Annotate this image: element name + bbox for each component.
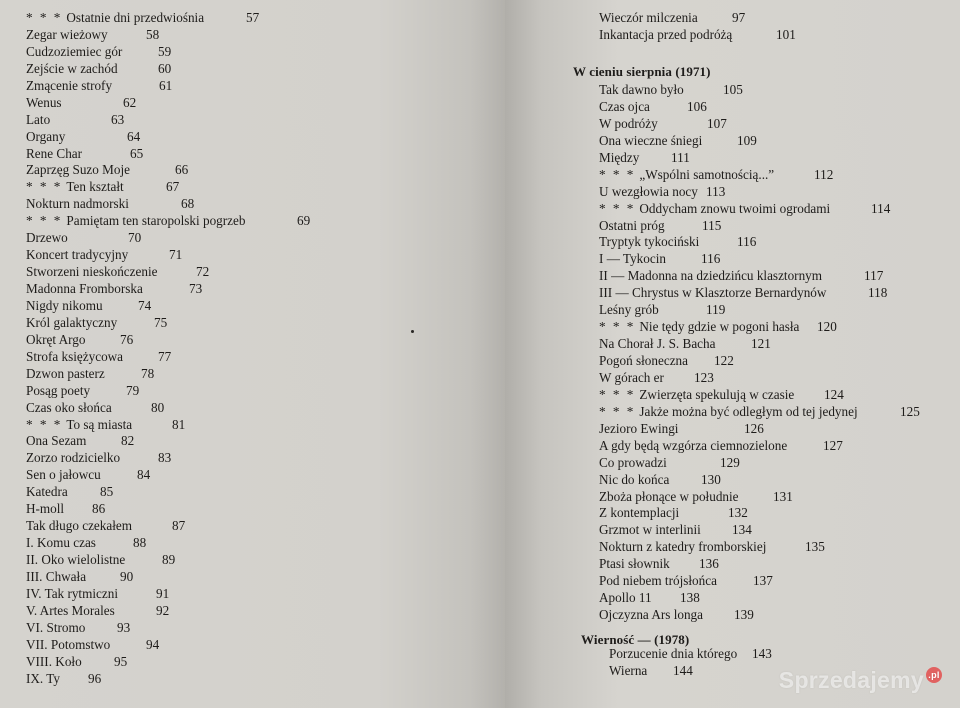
entry-page-number: 64 (127, 128, 141, 144)
entry-title: To są miasta (66, 416, 133, 432)
entry-page-number: 144 (673, 662, 693, 678)
left-toc-entry (26, 671, 245, 688)
entry-title: Nokturn z katedry fromborskiej (599, 539, 767, 555)
left-toc-entry (26, 179, 245, 196)
entry-page-number: 130 (701, 471, 721, 487)
section-title-wiernosc: Wierność — (1978) (581, 632, 690, 647)
entry-page-number: 60 (158, 60, 172, 76)
section1-toc-entry (599, 421, 858, 438)
entry-page-number: 115 (702, 217, 722, 233)
entry-title: U wezgłowia nocy (599, 183, 698, 199)
entry-page-number: 62 (123, 94, 137, 110)
section1-toc-entry (599, 116, 858, 133)
entry-page-number: 126 (744, 420, 764, 436)
section1-toc-entry (599, 184, 858, 201)
left-toc-entry (26, 298, 245, 315)
entry-page-number: 80 (151, 399, 165, 415)
asterism-marker: * * * (599, 386, 636, 402)
left-toc-entry (26, 264, 245, 281)
section1-toc-entry (599, 387, 858, 404)
left-toc-entry (26, 247, 245, 264)
entry-page-number: 77 (158, 348, 172, 364)
print-speck (411, 330, 414, 333)
entry-page-number: 138 (680, 590, 700, 606)
entry-title: Zegar wieżowy (26, 26, 108, 42)
entry-page-number: 122 (714, 353, 734, 368)
entry-page-number: 109 (737, 132, 757, 148)
left-toc-entry (26, 196, 245, 213)
entry-title: IV. Tak rytmiczni (26, 585, 118, 601)
entry-page-number: 69 (297, 213, 311, 229)
entry-page-number: 65 (130, 145, 144, 161)
entry-page-number: 105 (723, 82, 743, 97)
left-toc-entry (26, 400, 245, 417)
left-toc-entry (26, 569, 245, 586)
entry-title: Sen o jałowcu (26, 467, 101, 483)
asterism-marker: * * * (599, 166, 636, 182)
entry-title: Na Chorał J. S. Bacha (599, 336, 716, 352)
entry-page-number: 91 (156, 585, 170, 601)
left-toc-entry (26, 332, 245, 349)
entry-page-number: 118 (868, 285, 888, 301)
entry-title: Nie tędy gdzie w pogoni hasła (639, 319, 800, 335)
entry-title: Ostatnie dni przedwiośnia (66, 10, 205, 25)
left-toc-entry (26, 349, 245, 366)
entry-page-number: 136 (699, 556, 719, 572)
entry-title: Nigdy nikomu (26, 297, 103, 313)
entry-title: W górach er (599, 369, 664, 385)
entry-title: III. Chwała (26, 568, 87, 584)
entry-title: II. Oko wielolistne (26, 552, 126, 567)
entry-page-number: 83 (158, 450, 172, 466)
entry-title: Rene Char (26, 145, 83, 161)
left-toc-entry (26, 129, 245, 146)
entry-page-number: 114 (871, 200, 891, 216)
right-toc-entry (599, 26, 796, 44)
entry-page-number: 89 (162, 552, 176, 567)
entry-title: Madonna Fromborska (26, 281, 143, 296)
section1-toc-entry (599, 522, 858, 539)
entry-page-number: 131 (773, 488, 793, 504)
entry-page-number: 116 (737, 234, 757, 250)
entry-page-number: 67 (166, 179, 180, 195)
entry-title: Strofa księżycowa (26, 348, 124, 364)
right-toc-top-list (599, 10, 796, 44)
entry-title: VII. Potomstwo (26, 636, 111, 652)
entry-title: III — Chrystus w Klasztorze Bernardynów (599, 285, 827, 301)
section1-toc-entry (599, 150, 858, 167)
left-toc-entry (26, 112, 245, 129)
entry-title: Wenus (26, 94, 62, 110)
left-toc-entry (26, 146, 245, 163)
entry-title: V. Artes Morales (26, 602, 115, 618)
left-toc-entry (26, 383, 245, 400)
entry-title: Król galaktyczny (26, 314, 118, 330)
entry-page-number: 92 (156, 602, 170, 618)
left-toc-entry (26, 637, 245, 654)
entry-title: Zaprzęg Suzo Moje (26, 162, 130, 178)
left-toc-entry (26, 501, 245, 518)
entry-title: Wierna (609, 662, 648, 678)
entry-page-number: 72 (196, 264, 210, 280)
left-toc-entry (26, 10, 260, 27)
entry-title: Ten kształt (66, 179, 124, 195)
left-toc-entry (26, 78, 245, 95)
entry-page-number: 85 (100, 484, 114, 500)
entry-page-number: 82 (121, 433, 135, 449)
left-toc-entry (26, 213, 311, 230)
section1-toc-entry (599, 336, 858, 353)
left-toc-entry (26, 535, 245, 552)
section1-toc-entry (599, 370, 858, 387)
left-toc-entry (26, 417, 245, 434)
entry-title: Cudzoziemiec gór (26, 43, 123, 59)
entry-title: Zboża płonące w południe (599, 488, 739, 504)
entry-page-number: 95 (114, 653, 128, 669)
entry-title: Zmącenie strofy (26, 77, 113, 93)
entry-title: Posąg poety (26, 382, 91, 398)
entry-page-number: 119 (706, 302, 726, 318)
entry-page-number: 134 (732, 522, 752, 538)
entry-title: II — Madonna na dziedzińcu klasztornym (599, 268, 823, 284)
entry-page-number: 111 (671, 149, 690, 165)
entry-page-number: 86 (92, 501, 106, 517)
entry-title: Nokturn nadmorski (26, 196, 129, 212)
entry-title: Ptasi słownik (599, 556, 670, 572)
entry-page-number: 93 (117, 619, 131, 635)
entry-page-number: 87 (172, 518, 186, 534)
entry-page-number: 63 (111, 111, 125, 127)
entry-title: Dzwon pasterz (26, 365, 105, 381)
entry-page-number: 58 (146, 26, 160, 42)
section1-toc-entry (599, 200, 891, 218)
entry-page-number: 96 (88, 670, 102, 686)
entry-title: I. Komu czas (26, 535, 96, 551)
left-toc-entry (26, 620, 245, 637)
entry-page-number: 124 (824, 386, 844, 402)
right-toc-entry (599, 10, 746, 27)
section1-toc-entry (599, 505, 858, 522)
section1-toc-entry (599, 403, 920, 421)
entry-page-number: 71 (169, 247, 183, 263)
entry-page-number: 57 (246, 10, 260, 25)
entry-page-number: 59 (158, 43, 172, 59)
entry-page-number: 121 (751, 336, 771, 352)
section1-toc-entry (599, 607, 858, 624)
entry-page-number: 143 (752, 646, 772, 661)
section1-toc-entry (599, 133, 858, 150)
asterism-marker: * * * (26, 416, 63, 432)
left-toc-entry (26, 450, 245, 467)
left-toc-entry (26, 230, 245, 247)
entry-title: Zorzo rodzicielko (26, 450, 121, 466)
entry-page-number: 117 (864, 268, 884, 284)
watermark-logo: Sprzedajemy .pl (779, 667, 942, 694)
entry-page-number: 61 (159, 77, 173, 93)
section1-toc-entry (599, 218, 858, 235)
entry-page-number: 123 (694, 369, 714, 385)
section1-toc-entry (599, 489, 858, 506)
entry-title: Leśny grób (599, 302, 659, 318)
left-toc-entry (26, 603, 245, 620)
section1-toc-entry (599, 268, 884, 285)
left-toc-entry (26, 518, 245, 535)
entry-page-number: 90 (120, 568, 134, 584)
entry-title: Porzucenie dnia którego (609, 646, 738, 661)
entry-title: Apollo 11 (599, 590, 652, 606)
entry-title: VIII. Koło (26, 653, 82, 669)
section1-toc-entry (599, 167, 858, 184)
entry-page-number: 132 (728, 505, 748, 521)
entry-title: Pogoń słoneczna (599, 353, 688, 368)
entry-title: Tryptyk tykociński (599, 234, 700, 250)
left-toc-entry (26, 586, 245, 603)
section1-toc-entry (599, 438, 858, 455)
entry-page-number: 107 (707, 115, 727, 131)
entry-title: A gdy będą wzgórza ciemnozielone (599, 437, 788, 453)
left-toc-entry (26, 433, 245, 450)
entry-title: Wieczór milczenia (599, 10, 698, 25)
entry-page-number: 129 (720, 454, 740, 470)
asterism-marker: * * * (26, 10, 63, 25)
entry-page-number: 88 (133, 535, 147, 551)
left-toc-entry (26, 44, 245, 61)
left-toc-entry (26, 467, 245, 484)
section1-toc-entry (599, 82, 858, 99)
entry-title: Jakże można być odległym od tej jedynej (639, 403, 858, 419)
left-toc-entry (26, 366, 245, 383)
section1-toc-entry (599, 472, 858, 489)
entry-title: Stworzeni nieskończenie (26, 264, 158, 280)
asterism-marker: * * * (26, 213, 63, 229)
entry-title: Ona wieczne śniegi (599, 132, 703, 148)
section1-toc-entry (599, 302, 858, 319)
entry-page-number: 116 (701, 251, 721, 267)
entry-page-number: 70 (128, 230, 142, 246)
entry-page-number: 78 (141, 365, 155, 381)
entry-page-number: 135 (805, 539, 825, 555)
asterism-marker: * * * (599, 403, 636, 419)
entry-title: H-moll (26, 501, 65, 517)
left-toc-entry (26, 95, 245, 112)
entry-page-number: 113 (706, 183, 726, 199)
entry-title: Lato (26, 111, 51, 127)
entry-page-number: 120 (817, 319, 837, 335)
left-toc-entry (26, 315, 245, 332)
entry-title: Organy (26, 128, 66, 144)
section1-toc-entry (599, 251, 858, 268)
entry-title: Czas oko słońca (26, 399, 112, 415)
section1-toc-entry (599, 590, 858, 607)
section2-toc-list (609, 646, 772, 680)
left-toc-entry (26, 27, 245, 44)
entry-page-number: 125 (900, 403, 920, 419)
entry-title: Inkantacja przed podróżą (599, 26, 733, 42)
entry-title: Katedra (26, 484, 68, 500)
section2-toc-entry (609, 646, 772, 663)
entry-page-number: 75 (154, 314, 168, 330)
section1-toc-entry (599, 539, 858, 556)
entry-title: Oddycham znowu twoimi ogrodami (639, 200, 831, 216)
entry-title: Zwierzęta spekulują w czasie (639, 386, 795, 402)
entry-title: Jezioro Ewingi (599, 420, 679, 436)
section2-toc-entry (609, 663, 737, 680)
entry-title: Tak dawno było (599, 82, 684, 97)
entry-title: Czas ojca (599, 98, 650, 114)
entry-title: W podróży (599, 115, 658, 131)
entry-page-number: 94 (146, 636, 160, 652)
entry-page-number: 137 (753, 573, 773, 589)
entry-title: Tak długo czekałem (26, 518, 132, 534)
section1-toc-entry (599, 455, 858, 472)
left-toc-entry (26, 281, 245, 298)
entry-title: Ona Sezam (26, 433, 87, 449)
entry-page-number: 81 (172, 416, 186, 432)
left-toc-list (26, 10, 311, 688)
entry-title: Co prowadzi (599, 454, 667, 470)
section1-toc-entry (599, 99, 858, 116)
asterism-marker: * * * (599, 200, 636, 216)
entry-title: Drzewo (26, 230, 68, 246)
entry-page-number: 127 (823, 437, 843, 453)
entry-page-number: 112 (814, 166, 834, 182)
left-toc-entry (26, 162, 245, 179)
entry-title: „Wspólni samotnością...” (639, 166, 775, 182)
asterism-marker: * * * (26, 179, 63, 195)
entry-page-number: 74 (138, 297, 152, 313)
entry-title: Pamiętam ten staropolski pogrzeb (66, 213, 246, 229)
entry-page-number: 73 (189, 281, 203, 296)
left-toc-entry (26, 484, 245, 501)
entry-page-number: 84 (137, 467, 151, 483)
entry-page-number: 139 (734, 607, 754, 623)
entry-title: Zejście w zachód (26, 60, 118, 76)
entry-title: Ojczyzna Ars longa (599, 607, 703, 623)
entry-title: Między (599, 149, 640, 165)
entry-page-number: 106 (687, 98, 707, 114)
section-title-w-cieniu-sierpnia: W cieniu sierpnia (1971) (573, 64, 711, 79)
section1-toc-entry (599, 319, 858, 336)
left-toc-entry (26, 654, 245, 671)
entry-title: Okręt Argo (26, 331, 86, 347)
section1-toc-list (599, 82, 920, 624)
section1-toc-entry (599, 556, 858, 573)
entry-title: Grzmot w interlinii (599, 522, 701, 538)
section1-toc-entry (599, 285, 888, 302)
entry-title: Nic do końca (599, 471, 670, 487)
section1-toc-entry (599, 573, 858, 590)
entry-page-number: 101 (776, 26, 796, 42)
entry-title: IX. Ty (26, 670, 60, 686)
entry-title: Z kontemplacji (599, 505, 680, 521)
entry-title: VI. Stromo (26, 619, 86, 635)
entry-title: I — Tykocin (599, 251, 666, 267)
asterism-marker: * * * (599, 319, 636, 335)
section1-toc-entry (599, 234, 858, 251)
entry-page-number: 66 (175, 162, 189, 178)
entry-page-number: 97 (732, 10, 746, 25)
entry-page-number: 76 (120, 331, 134, 347)
entry-page-number: 68 (181, 196, 195, 212)
entry-title: Koncert tradycyjny (26, 247, 129, 263)
left-toc-entry (26, 61, 245, 78)
entry-title: Pod niebem trójsłońca (599, 573, 717, 589)
entry-title: Ostatni próg (599, 217, 665, 233)
section1-toc-entry (599, 353, 858, 370)
entry-page-number: 79 (126, 382, 140, 398)
left-toc-entry (26, 552, 245, 569)
